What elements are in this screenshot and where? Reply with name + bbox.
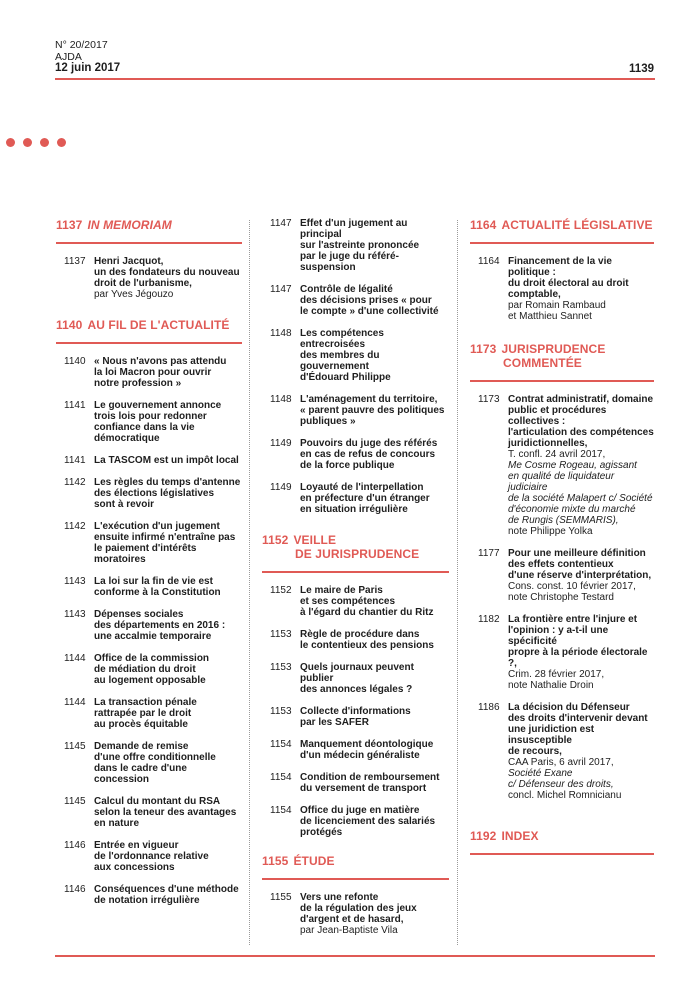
- toc-column-3: [470, 218, 654, 867]
- entry-page-number: 1137: [64, 256, 86, 267]
- toc-section: [470, 342, 654, 801]
- entry-title: La loi sur la fin de vie est conforme à la Constitution: [94, 576, 221, 598]
- toc-entry: [470, 394, 654, 537]
- section-name: AU FIL DE L'ACTUALITÉ: [87, 318, 230, 332]
- section-number: 1155: [262, 854, 289, 868]
- dot-icon: [57, 138, 66, 147]
- section-title: [262, 854, 449, 868]
- toc-entry: [262, 805, 449, 838]
- section-title: [262, 533, 449, 561]
- toc-entry: [262, 328, 449, 383]
- entry-title: « Nous n'avons pas attendu la loi Macron pour ouvrir notre profession »: [94, 356, 227, 389]
- entry-author: Cons. const. 10 février 2017, note Christophe Testard: [508, 581, 636, 603]
- entry-page-number: 1164: [478, 256, 500, 267]
- issue-number: N° 20/2017: [55, 39, 108, 51]
- decorative-dots: [6, 134, 74, 152]
- section-rule: [470, 853, 654, 855]
- entry-page-number: 1145: [64, 796, 86, 807]
- section-number: 1173: [470, 342, 497, 356]
- section-rule: [56, 342, 242, 344]
- entry-title: Demande de remise d'une offre conditionnelle dans le cadre d'une concession: [94, 741, 216, 785]
- entry-page-number: 1152: [270, 585, 292, 596]
- toc-entry: [56, 653, 242, 686]
- entry-title: Les règles du temps d'antenne des élections législatives sont à revoir: [94, 477, 241, 510]
- entry-page-number: 1147: [270, 284, 292, 295]
- entry-author: Crim. 28 février 2017, note Nathalie Droin: [508, 669, 605, 691]
- entry-page-number: 1153: [270, 629, 292, 640]
- entry-title: Office du juge en matière de licenciement des salariés protégés: [300, 805, 436, 838]
- entry-title: La TASCOM est un impôt local: [94, 455, 239, 466]
- toc-entry: [56, 840, 242, 873]
- entry-author: par Romain Rambaud et Matthieu Sannet: [508, 300, 606, 322]
- journal-name: AJDA: [55, 50, 82, 63]
- entry-title: Calcul du montant du RSA selon la teneur des avantages en nature: [94, 796, 237, 829]
- entry-page-number: 1146: [64, 884, 86, 895]
- entry-page-number: 1177: [478, 548, 500, 559]
- entry-page-number: 1146: [64, 840, 86, 851]
- toc-entry: [56, 356, 242, 389]
- section-title: [56, 318, 242, 332]
- entry-page-number: 1186: [478, 702, 500, 713]
- entry-page-number: 1155: [270, 892, 292, 903]
- section-number: 1192: [470, 829, 497, 843]
- dot-icon: [6, 138, 15, 147]
- toc-entry: [262, 482, 449, 515]
- section-rule: [470, 242, 654, 244]
- toc-entry: [56, 477, 242, 510]
- entry-title: La frontière entre l'injure et l'opinion : y a-t-il une spécificité propre à la période électorale ?,: [508, 614, 648, 669]
- toc-entry: [262, 706, 449, 728]
- entry-title: Pour une meilleure définition des effets contentieux d'une réserve d'interprétation,: [508, 548, 652, 581]
- toc-column-1: [56, 218, 242, 917]
- section-name: IN MEMORIAM: [87, 218, 172, 232]
- entry-title: Office de la commission de médiation du droit au logement opposable: [94, 653, 210, 686]
- dot-icon: [40, 138, 49, 147]
- entry-page-number: 1141: [64, 400, 86, 411]
- section-number: 1140: [56, 318, 83, 332]
- entry-title: Quels journaux peuvent publier des annonces légales ?: [300, 662, 414, 695]
- section-rule: [262, 878, 449, 880]
- section-number: 1137: [56, 218, 83, 232]
- dot-icon: [23, 138, 32, 147]
- entry-case-name: Société Exane c/ Défenseur des droits,: [508, 768, 614, 790]
- section-name: JURISPRUDENCE: [501, 342, 606, 356]
- entry-title: Règle de procédure dans le contentieux des pensions: [300, 629, 434, 651]
- entry-title: Contrat administratif, domaine public et procédures collectives : l'articulation des compétences juridictionnelles,: [508, 394, 654, 449]
- entry-title: Dépenses sociales des départements en 2016 : une accalmie temporaire: [94, 609, 226, 642]
- entry-page-number: 1149: [270, 438, 292, 449]
- toc-entry: [262, 892, 449, 936]
- entry-page-number: 1149: [270, 482, 292, 493]
- footer-rule: [55, 955, 655, 957]
- entry-page-number: 1154: [270, 805, 292, 816]
- toc-entry: [470, 256, 654, 322]
- entry-page-number: 1173: [478, 394, 500, 405]
- entry-page-number: 1154: [270, 739, 292, 750]
- toc-entry: [262, 739, 449, 761]
- entry-title: Effet d'un jugement au principal sur l'astreinte prononcée par le juge du référé-suspension: [300, 218, 420, 273]
- entry-page-number: 1144: [64, 653, 86, 664]
- section-name-line2: COMMENTÉE: [503, 356, 582, 370]
- entry-page-number: 1147: [270, 218, 292, 229]
- entry-title: La décision du Défenseur des droits d'intervenir devant une juridiction est insusceptible de recours,: [508, 702, 648, 757]
- entry-title: Le maire de Paris et ses compétences à l'égard du chantier du Ritz: [300, 585, 434, 618]
- entry-author: par Yves Jégouzo: [94, 289, 174, 300]
- toc-section: [470, 218, 654, 322]
- section-name-line2: DE JURISPRUDENCE: [295, 547, 420, 561]
- issue-date: 12 juin 2017: [55, 62, 121, 74]
- entry-author: par Jean-Baptiste Vila: [300, 925, 398, 936]
- entry-page-number: 1148: [270, 394, 292, 405]
- entry-title: Le gouvernement annonce trois lois pour redonner confiance dans la vie démocratique: [94, 400, 222, 444]
- entry-title: Pouvoirs du juge des référés en cas de refus de concours de la force publique: [300, 438, 438, 471]
- entry-page-number: 1145: [64, 741, 86, 752]
- section-rule: [56, 242, 242, 244]
- toc-section: [262, 854, 449, 936]
- section-rule: [262, 571, 449, 573]
- toc-entry: [56, 521, 242, 565]
- entry-title: La transaction pénale rattrapée par le droit au procès équitable: [94, 697, 197, 730]
- section-title: [470, 829, 654, 843]
- toc-entry: [262, 772, 449, 794]
- entry-page-number: 1148: [270, 328, 292, 339]
- toc-entry: [56, 884, 242, 906]
- header-rule: [55, 78, 655, 80]
- entry-page-number: 1143: [64, 609, 86, 620]
- entry-title: L'exécution d'un jugement ensuite infirmé n'entraîne pas le paiement d'intérêts moratoires: [94, 521, 236, 565]
- column-divider: [457, 220, 458, 945]
- entry-author: T. confl. 24 avril 2017,: [508, 449, 606, 460]
- entry-title: Loyauté de l'interpellation en préfecture d'un étranger en situation irrégulière: [300, 482, 430, 515]
- section-title: [470, 218, 654, 232]
- section-rule: [470, 380, 654, 382]
- entry-page-number: 1142: [64, 477, 86, 488]
- section-name: VEILLE: [293, 533, 337, 547]
- entry-title: Les compétences entrecroisées des membres du gouvernement d'Édouard Philippe: [300, 328, 391, 383]
- section-number: 1164: [470, 218, 497, 232]
- section-title: [470, 342, 654, 370]
- entry-title: Financement de la vie politique : du droit électoral au droit comptable,: [508, 256, 629, 300]
- entry-author: CAA Paris, 6 avril 2017,: [508, 757, 614, 768]
- entry-page-number: 1142: [64, 521, 86, 532]
- toc-entry: [262, 218, 449, 273]
- entry-page-number: 1182: [478, 614, 500, 625]
- section-name: INDEX: [501, 829, 539, 843]
- toc-column-2: [262, 218, 449, 947]
- entry-title: Vers une refonte de la régulation des jeux d'argent et de hasard,: [300, 892, 417, 925]
- entry-page-number: 1143: [64, 576, 86, 587]
- entry-page-number: 1144: [64, 697, 86, 708]
- entry-note: note Philippe Yolka: [508, 526, 593, 537]
- entry-title: Collecte d'informations par les SAFER: [300, 706, 411, 728]
- toc-entry: [470, 614, 654, 691]
- entry-page-number: 1141: [64, 455, 86, 466]
- section-name: ACTUALITÉ LÉGISLATIVE: [501, 218, 653, 232]
- entry-page-number: 1153: [270, 706, 292, 717]
- toc-entry: [56, 609, 242, 642]
- toc-entry: [470, 548, 654, 603]
- section-title: [56, 218, 242, 232]
- toc-entry: [262, 629, 449, 651]
- toc-entry: [56, 796, 242, 829]
- entry-title: L'aménagement du territoire, « parent pauvre des politiques publiques »: [300, 394, 445, 427]
- toc-entry: [470, 702, 654, 801]
- toc-entry: [262, 662, 449, 695]
- toc-entry: [56, 697, 242, 730]
- entry-case-name: Me Cosme Rogeau, agissant en qualité de liquidateur judiciaire de la société Malapert c/ Société d'économie mixte du marché de Rungis (SEMMARIS),: [508, 460, 653, 526]
- toc-entry: [262, 438, 449, 471]
- toc-section: [470, 829, 654, 855]
- toc-section: [262, 533, 449, 838]
- entry-page-number: 1154: [270, 772, 292, 783]
- column-divider: [249, 220, 250, 945]
- entry-title: Contrôle de légalité des décisions prises « pour le compte » d'une collectivité: [300, 284, 439, 317]
- section-number: 1152: [262, 533, 289, 547]
- entry-title: Henri Jacquot, un des fondateurs du nouveau droit de l'urbanisme,: [94, 256, 240, 289]
- toc-entry: [56, 256, 242, 300]
- toc-entry: [262, 394, 449, 427]
- entry-title: Entrée en vigueur de l'ordonnance relative aux concessions: [94, 840, 209, 873]
- toc-entry: [262, 585, 449, 618]
- page-number: 1139: [629, 63, 654, 75]
- toc-entry: [56, 455, 242, 466]
- toc-entry: [262, 284, 449, 317]
- entry-page-number: 1140: [64, 356, 86, 367]
- entry-title: Condition de remboursement du versement de transport: [300, 772, 440, 794]
- entry-title: Conséquences d'une méthode de notation irrégulière: [94, 884, 239, 906]
- toc-section: [56, 218, 242, 300]
- toc-section: [262, 218, 449, 515]
- toc-section: [56, 318, 242, 906]
- toc-entry: [56, 741, 242, 785]
- section-name: ÉTUDE: [293, 854, 335, 868]
- toc-entry: [56, 400, 242, 444]
- page-header: [55, 40, 655, 75]
- entry-page-number: 1153: [270, 662, 292, 673]
- entry-title: Manquement déontologique d'un médecin généraliste: [300, 739, 434, 761]
- entry-note: concl. Michel Romnicianu: [508, 790, 622, 801]
- toc-entry: [56, 576, 242, 598]
